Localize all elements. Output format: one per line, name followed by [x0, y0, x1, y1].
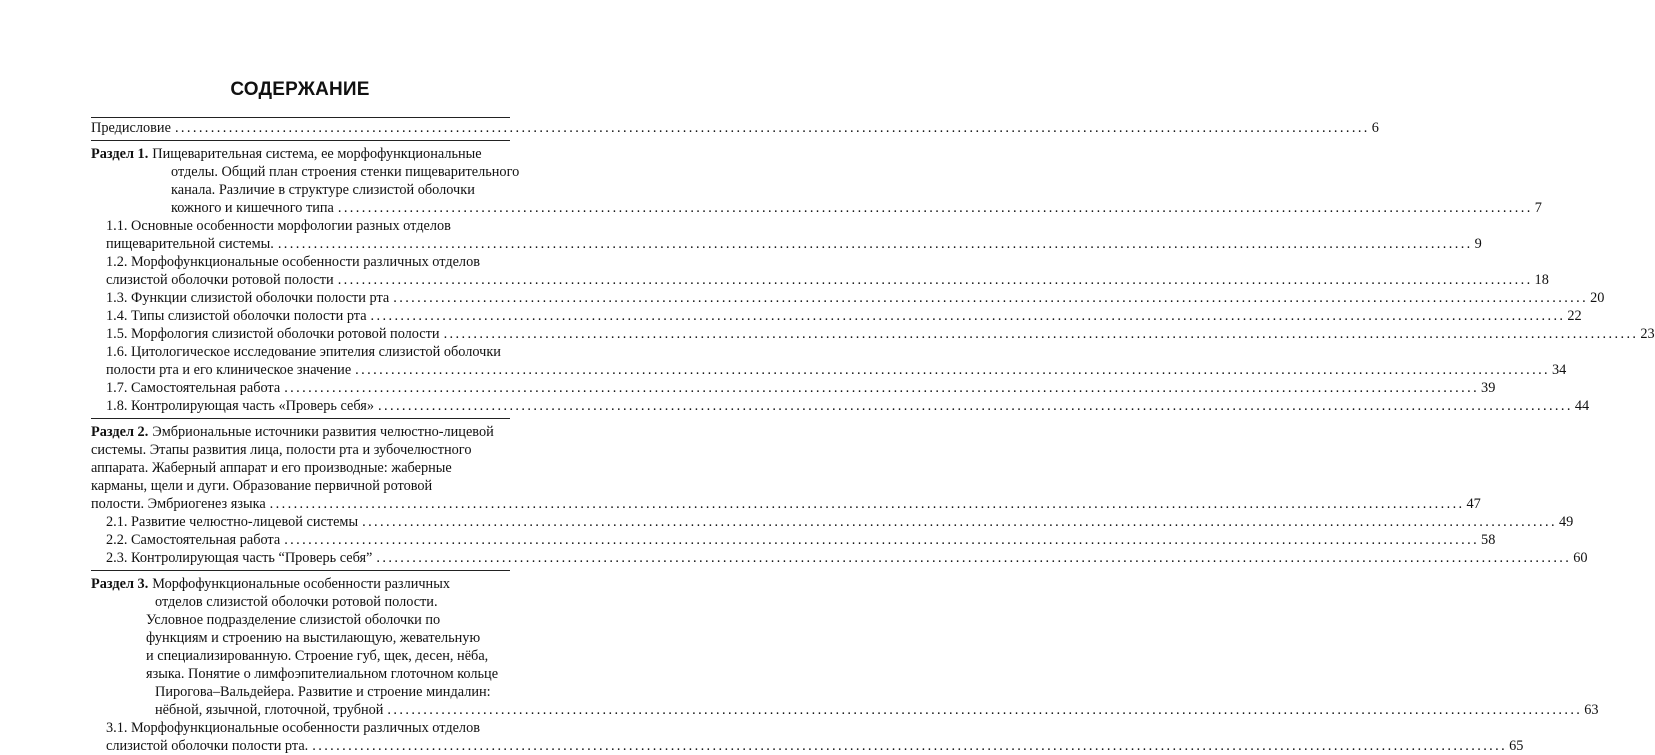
leader-dots: ........................................................................................................................................................................................................ — [387, 702, 1583, 718]
toc-entry-2-3[interactable] — [106, 549, 1588, 567]
entry-text: кожного и кишечного типа — [171, 200, 334, 216]
entry-text: полости. Эмбриогенез языка — [91, 496, 266, 512]
leader-dots: ........................................................................................................................................................................................................ — [174, 120, 1370, 136]
section-title-line — [155, 683, 507, 701]
section-label: Раздел 3. — [91, 576, 149, 592]
leader-dots: ........................................................................................................................................................................................................ — [376, 550, 1572, 566]
page-title: СОДЕРЖАНИЕ — [230, 79, 370, 100]
section-title-line — [155, 701, 1599, 719]
section-divider — [91, 140, 510, 141]
toc-entry-1-8[interactable] — [106, 397, 1590, 415]
entry-text: аппарата. Жаберный аппарат и его производные: жаберные — [91, 460, 452, 476]
leader-dots: ........................................................................................................................................................................................................ — [337, 272, 1533, 288]
page-number: 58 — [1481, 532, 1496, 548]
page-number: 20 — [1590, 290, 1605, 306]
entry-text: отделов слизистой оболочки ротовой полости. — [155, 594, 438, 610]
toc-entry-1-1-cont[interactable] — [106, 235, 1482, 253]
leader-dots: ........................................................................................................................................................................................................ — [269, 496, 1465, 512]
leader-dots: ........................................................................................................................................................................................................ — [277, 236, 1473, 252]
toc-entry-1-1[interactable] — [106, 217, 507, 235]
section-title-line — [146, 647, 507, 665]
section-title-line — [146, 665, 507, 683]
page-number: 44 — [1574, 398, 1590, 414]
toc-entry-1-6-cont[interactable] — [106, 361, 1567, 379]
top-rule — [91, 117, 510, 118]
section-title-line: Эмбриональные источники развития челюстно-лицевой — [152, 424, 494, 440]
section-title-line — [171, 181, 507, 199]
entry-text: канала. Различие в структуре слизистой оболочки — [171, 182, 475, 198]
section-label: Раздел 1. — [91, 146, 149, 162]
entry-text: системы. Этапы развития лица, полости рта и зубочелюстного — [91, 442, 472, 458]
entry-text: Условное подразделение слизистой оболочки по — [146, 612, 441, 628]
page-number: 65 — [1509, 738, 1524, 754]
toc-entry-1-4[interactable] — [106, 307, 1582, 325]
page-number: 47 — [1466, 496, 1481, 512]
entry-text: 1.8. Контролирующая часть «Проверь себя» — [106, 398, 375, 414]
entry-text: 3.1. Морфофункциональные особенности различных отделов — [106, 720, 480, 736]
section-2-heading[interactable] — [91, 423, 507, 441]
entry-text: нёбной, язычной, глоточной, трубной — [155, 702, 384, 718]
page-number: 49 — [1558, 514, 1574, 530]
page-number: 39 — [1481, 380, 1496, 396]
entry-text: 1.4. Типы слизистой оболочки полости рта — [106, 308, 367, 324]
leader-dots: ........................................................................................................................................................................................................ — [284, 532, 1480, 548]
section-title-line — [171, 199, 1542, 217]
entry-text: 2.1. Развитие челюстно-лицевой системы — [106, 514, 359, 530]
section-1-heading[interactable] — [91, 145, 507, 163]
toc-entry-1-5[interactable] — [106, 325, 1655, 343]
leader-dots: ........................................................................................................................................................................................................ — [337, 200, 1533, 216]
entry-text: отделы. Общий план строения стенки пищеварительного — [171, 164, 520, 180]
page-number: 22 — [1567, 308, 1582, 324]
entry-text: 1.2. Морфофункциональные особенности различных отделов — [106, 254, 480, 270]
toc-entry-3-1-cont[interactable] — [106, 737, 1524, 754]
page-number: 34 — [1552, 362, 1567, 378]
entry-title: Предисловие — [91, 120, 171, 136]
page-number: 60 — [1573, 550, 1588, 566]
entry-text: 1.3. Функции слизистой оболочки полости рта — [106, 290, 390, 306]
entry-text: 1.1. Основные особенности морфологии разных отделов — [106, 218, 451, 234]
toc-entry-1-6[interactable] — [106, 343, 507, 361]
leader-dots: ........................................................................................................................................................................................................ — [378, 398, 1573, 414]
entry-text: слизистой оболочки полости рта. — [106, 738, 309, 754]
section-title-line — [146, 629, 507, 647]
toc-entry-1-2[interactable] — [106, 253, 507, 271]
entry-text: 2.2. Самостоятельная работа — [106, 532, 281, 548]
section-label: Раздел 2. — [91, 424, 149, 440]
entry-text: пищеварительной системы. — [106, 236, 274, 252]
leader-dots: ........................................................................................................................................................................................................ — [443, 326, 1639, 342]
entry-text: и специализированную. Строение губ, щек, десен, нёба, — [146, 648, 489, 664]
leader-dots: ........................................................................................................................................................................................................ — [370, 308, 1566, 324]
entry-text: карманы, щели и дуги. Образование первичной ротовой — [91, 478, 433, 494]
leader-dots: ........................................................................................................................................................................................................ — [312, 738, 1508, 754]
page-number: 6 — [1371, 120, 1379, 136]
leader-dots: ........................................................................................................................................................................................................ — [355, 362, 1551, 378]
entry-text: языка. Понятие о лимфоэпителиальном глоточном кольце — [146, 666, 499, 682]
toc-entry-1-3[interactable] — [106, 289, 1605, 307]
leader-dots: ........................................................................................................................................................................................................ — [393, 290, 1589, 306]
section-title-line — [91, 441, 507, 459]
toc-entry-3-1[interactable] — [106, 719, 507, 737]
entry-text: Пирогова–Вальдейера. Развитие и строение миндалин: — [155, 684, 491, 700]
section-title-line: Пищеварительная система, ее морфофункциональные — [152, 146, 482, 162]
entry-text: 1.6. Цитологическое исследование эпителия слизистой оболочки — [106, 344, 501, 360]
entry-text: слизистой оболочки ротовой полости — [106, 272, 334, 288]
page-number: 63 — [1584, 702, 1599, 718]
section-title-line — [91, 477, 507, 495]
section-title-line — [91, 459, 507, 477]
section-divider — [91, 570, 510, 571]
section-title-line: Морфофункциональные особенности различных — [152, 576, 450, 592]
entry-text: функциям и строению на выстилающую, жевательную — [146, 630, 481, 646]
entry-text: полости рта и его клиническое значение — [106, 362, 352, 378]
page-number: 9 — [1474, 236, 1482, 252]
toc-entry-preface[interactable] — [91, 119, 1379, 137]
toc-entry-1-7[interactable] — [106, 379, 1496, 397]
page-number: 7 — [1534, 200, 1542, 216]
page-number: 18 — [1534, 272, 1549, 288]
section-divider — [91, 418, 510, 419]
section-title-line — [171, 163, 520, 181]
section-3-heading[interactable] — [91, 575, 507, 593]
toc-entry-1-2-cont[interactable] — [106, 271, 1549, 289]
entry-text: 1.7. Самостоятельная работа — [106, 380, 281, 396]
toc-entry-2-1[interactable] — [106, 513, 1574, 531]
section-title-line — [146, 611, 507, 629]
entry-text: 2.3. Контролирующая часть “Проверь себя” — [106, 550, 373, 566]
page-number: 23 — [1640, 326, 1655, 342]
toc-entry-2-2[interactable] — [106, 531, 1496, 549]
section-title-line — [91, 495, 1481, 513]
entry-text: 1.5. Морфология слизистой оболочки ротовой полости — [106, 326, 440, 342]
section-title-line — [155, 593, 507, 611]
leader-dots: ........................................................................................................................................................................................................ — [362, 514, 1557, 530]
leader-dots: ........................................................................................................................................................................................................ — [284, 380, 1480, 396]
